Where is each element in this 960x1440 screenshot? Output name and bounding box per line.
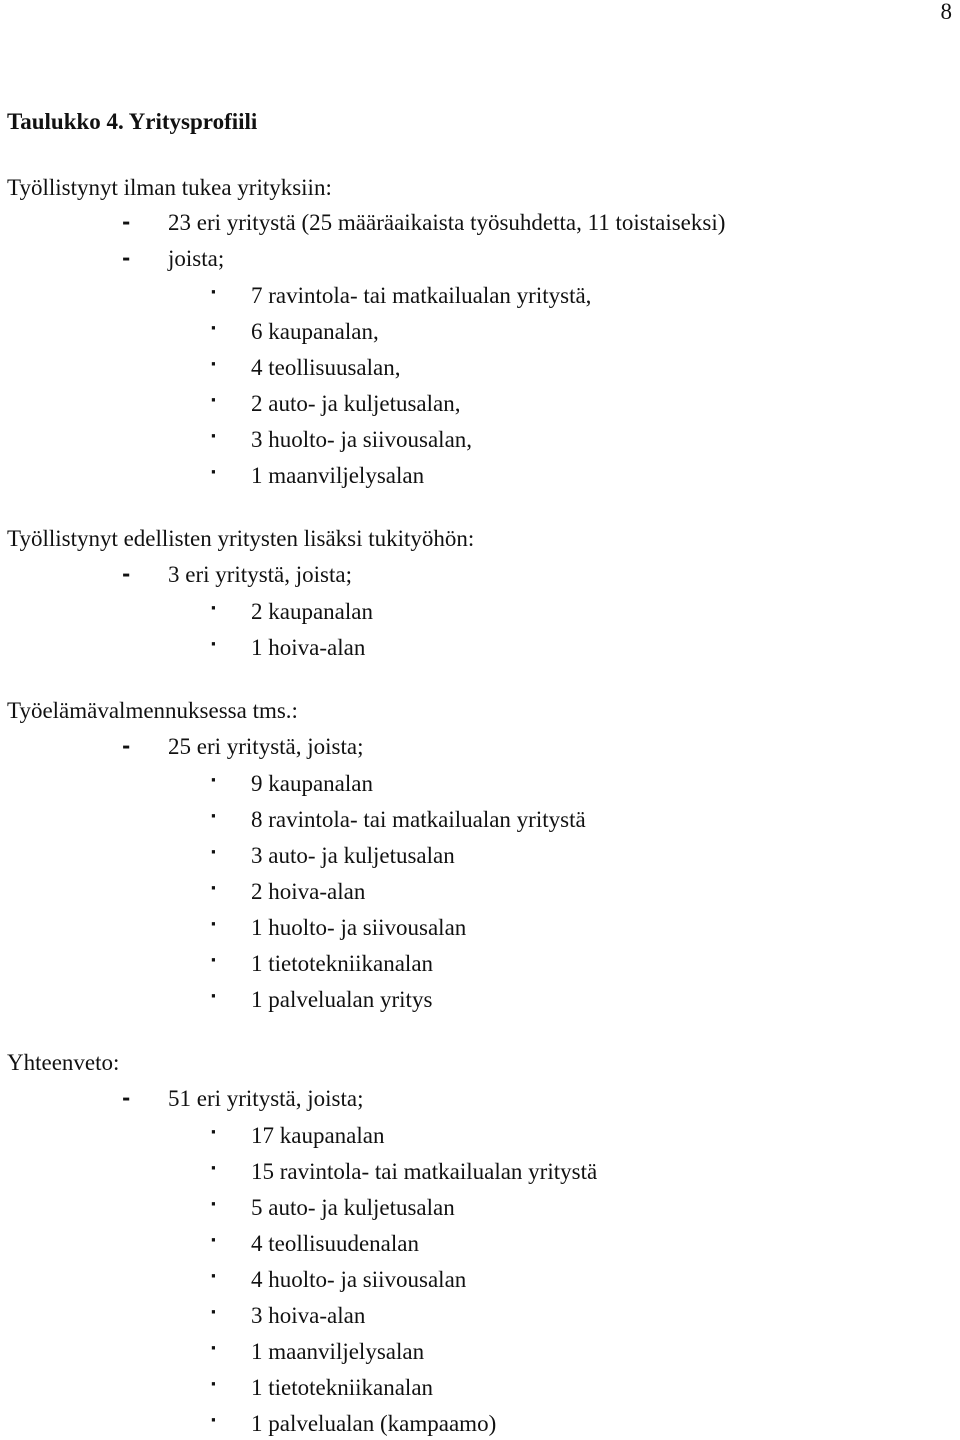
bullet-marker: · bbox=[210, 1374, 217, 1395]
bullet-marker: · bbox=[210, 914, 217, 935]
list-item: 1 tietotekniikanalan bbox=[251, 951, 434, 976]
list-item: 1 huolto- ja siivousalan bbox=[251, 915, 467, 940]
list-item: 3 auto- ja kuljetusalan bbox=[251, 843, 455, 868]
bullet-marker: · bbox=[210, 1230, 217, 1251]
bullet-marker: · bbox=[210, 634, 217, 655]
table-title: Taulukko 4. Yritysprofiili bbox=[7, 109, 258, 134]
dash-marker: - bbox=[122, 1086, 131, 1110]
bullet-marker: · bbox=[210, 1410, 217, 1431]
list-item: 1 hoiva-alan bbox=[251, 635, 366, 660]
list-item: 4 teollisuusalan, bbox=[251, 355, 401, 380]
bullet-marker: · bbox=[210, 878, 217, 899]
list-item: 1 palvelualan (kampaamo) bbox=[251, 1411, 497, 1436]
list-item: 4 huolto- ja siivousalan bbox=[251, 1267, 467, 1292]
dash-marker: - bbox=[122, 246, 131, 270]
section2-heading: Työllistynyt edellisten yritysten lisäksi tukityöhön: bbox=[7, 526, 475, 551]
dash-marker: - bbox=[122, 210, 131, 234]
bullet-marker: · bbox=[210, 1266, 217, 1287]
bullet-marker: · bbox=[210, 390, 217, 411]
list-item: 1 maanviljelysalan bbox=[251, 1339, 425, 1364]
list-item: 17 kaupanalan bbox=[251, 1123, 385, 1148]
list-item: 6 kaupanalan, bbox=[251, 319, 379, 344]
list-item: 4 teollisuudenalan bbox=[251, 1231, 419, 1256]
bullet-marker: · bbox=[210, 950, 217, 971]
bullet-marker: · bbox=[210, 426, 217, 447]
bullet-marker: · bbox=[210, 1302, 217, 1323]
list-item: 3 huolto- ja siivousalan, bbox=[251, 427, 473, 452]
list-item: 15 ravintola- tai matkailualan yritystä bbox=[251, 1159, 598, 1184]
bullet-marker: · bbox=[210, 1158, 217, 1179]
section3-heading: Työelämävalmennuksessa tms.: bbox=[7, 698, 298, 723]
bullet-marker: · bbox=[210, 806, 217, 827]
list-item: 25 eri yritystä, joista; bbox=[168, 734, 364, 759]
dash-marker: - bbox=[122, 734, 131, 758]
list-item: 2 kaupanalan bbox=[251, 599, 373, 624]
bullet-marker: · bbox=[210, 598, 217, 619]
section1-heading: Työllistynyt ilman tukea yrityksiin: bbox=[7, 175, 332, 200]
list-item: 3 eri yritystä, joista; bbox=[168, 562, 352, 587]
bullet-marker: · bbox=[210, 986, 217, 1007]
list-item: 51 eri yritystä, joista; bbox=[168, 1086, 364, 1111]
bullet-marker: · bbox=[210, 282, 217, 303]
list-item: 1 maanviljelysalan bbox=[251, 463, 425, 488]
list-item: joista; bbox=[168, 246, 225, 271]
bullet-marker: · bbox=[210, 1122, 217, 1143]
list-item: 2 auto- ja kuljetusalan, bbox=[251, 391, 461, 416]
bullet-marker: · bbox=[210, 354, 217, 375]
list-item: 8 ravintola- tai matkailualan yritystä bbox=[251, 807, 586, 832]
bullet-marker: · bbox=[210, 462, 217, 483]
dash-marker: - bbox=[122, 562, 131, 586]
list-item: 3 hoiva-alan bbox=[251, 1303, 366, 1328]
list-item: 5 auto- ja kuljetusalan bbox=[251, 1195, 455, 1220]
list-item: 2 hoiva-alan bbox=[251, 879, 366, 904]
list-item: 1 tietotekniikanalan bbox=[251, 1375, 434, 1400]
list-item: 1 palvelualan yritys bbox=[251, 987, 433, 1012]
bullet-marker: · bbox=[210, 842, 217, 863]
bullet-marker: · bbox=[210, 318, 217, 339]
page-number: 8 bbox=[940, 0, 952, 24]
bullet-marker: · bbox=[210, 1338, 217, 1359]
bullet-marker: · bbox=[210, 770, 217, 791]
list-item: 9 kaupanalan bbox=[251, 771, 373, 796]
list-item: 7 ravintola- tai matkailualan yritystä, bbox=[251, 283, 592, 308]
section4-heading: Yhteenveto: bbox=[7, 1050, 120, 1075]
bullet-marker: · bbox=[210, 1194, 217, 1215]
list-item: 23 eri yritystä (25 määräaikaista työsuhdetta, 11 toistaiseksi) bbox=[168, 210, 726, 235]
